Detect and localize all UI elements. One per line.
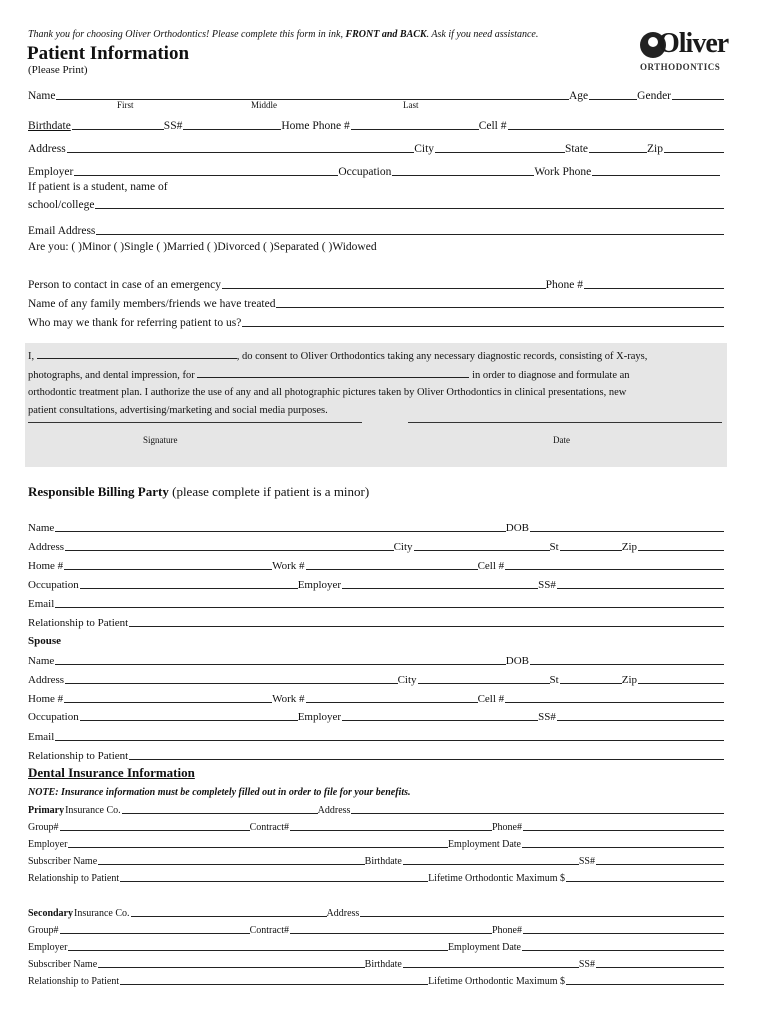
- billing-zip-field[interactable]: [638, 538, 724, 551]
- patient-work-phone-field[interactable]: [592, 163, 720, 176]
- primary-relationship-field[interactable]: [120, 869, 428, 882]
- primary-relationship-row: Relationship to Patient Lifetime Orthodontic Maximum $: [28, 870, 724, 884]
- spouse-employer-field[interactable]: [342, 708, 538, 721]
- billing-occupation-row: Occupation Employer SS#: [28, 575, 724, 591]
- secondary-relationship-row: Relationship to Patient Lifetime Orthodontic Maximum $: [28, 973, 724, 987]
- spouse-relationship-field[interactable]: [129, 747, 724, 760]
- primary-phone-field[interactable]: [523, 818, 724, 831]
- page-title: Patient Information: [27, 43, 190, 64]
- spouse-state-field[interactable]: [560, 671, 622, 684]
- spouse-heading: Spouse: [28, 635, 62, 647]
- secondary-group-field[interactable]: [60, 921, 250, 934]
- name-middle-caption: Middle: [251, 100, 277, 110]
- billing-heading: Responsible Billing Party (please complete if patient is a minor): [28, 484, 370, 499]
- patient-state-field[interactable]: [589, 140, 647, 153]
- patient-student-label: If patient is a student, name of: [28, 181, 168, 193]
- primary-subscriber-field[interactable]: [98, 852, 365, 865]
- billing-city-field[interactable]: [414, 538, 550, 551]
- secondary-relationship-field[interactable]: [120, 972, 428, 985]
- patient-employer-field[interactable]: [74, 163, 338, 176]
- spouse-cell-field[interactable]: [505, 690, 724, 703]
- family-treated-row: Name of any family members/friends we have treated: [28, 294, 724, 310]
- billing-relationship-row: Relationship to Patient: [28, 613, 724, 629]
- secondary-group-row: Group# Contract# Phone#: [28, 922, 724, 936]
- billing-address-row: Address City St Zip: [28, 537, 724, 553]
- patient-email-row: Email Address: [28, 221, 724, 237]
- spouse-phone-row: Home # Work # Cell #: [28, 689, 724, 705]
- secondary-lifetime-max-field[interactable]: [566, 972, 724, 985]
- family-treated-field[interactable]: [276, 295, 724, 308]
- secondary-employer-field[interactable]: [68, 938, 448, 951]
- referral-field[interactable]: [242, 314, 724, 327]
- secondary-address-field[interactable]: [360, 904, 724, 917]
- billing-email-row: Email: [28, 594, 724, 610]
- consent-name-field[interactable]: [37, 347, 237, 359]
- emergency-contact-row: Person to contact in case of an emergency Phone #: [28, 275, 724, 291]
- page-subtitle: (Please Print): [28, 64, 88, 76]
- primary-birthdate-field[interactable]: [403, 852, 579, 865]
- billing-ssn-field[interactable]: [557, 576, 724, 589]
- secondary-employer-row: Employer Employment Date: [28, 939, 724, 953]
- patient-birthdate-field[interactable]: [72, 117, 164, 130]
- primary-ssn-field[interactable]: [596, 852, 724, 865]
- billing-email-field[interactable]: [55, 595, 724, 608]
- billing-home-phone-field[interactable]: [64, 557, 272, 570]
- patient-ssn-field[interactable]: [183, 117, 281, 130]
- spouse-work-phone-field[interactable]: [306, 690, 478, 703]
- primary-employment-date-field[interactable]: [522, 835, 724, 848]
- primary-group-row: Group# Contract# Phone#: [28, 819, 724, 833]
- billing-cell-field[interactable]: [505, 557, 724, 570]
- spouse-relationship-row: Relationship to Patient: [28, 746, 724, 762]
- patient-name-row: Name Age Gender: [28, 86, 724, 102]
- billing-work-phone-field[interactable]: [306, 557, 478, 570]
- spouse-address-field[interactable]: [65, 671, 398, 684]
- patient-address-field[interactable]: [67, 140, 415, 153]
- date-line[interactable]: [408, 421, 722, 423]
- secondary-phone-field[interactable]: [523, 921, 724, 934]
- patient-home-phone-field[interactable]: [351, 117, 479, 130]
- spouse-email-field[interactable]: [55, 728, 724, 741]
- patient-birth-row: Birthdate SS# Home Phone # Cell #: [28, 116, 724, 132]
- patient-employer-row: Employer Occupation Work Phone: [28, 162, 724, 178]
- secondary-subscriber-field[interactable]: [98, 955, 365, 968]
- marital-status-row[interactable]: Are you: ( )Minor ( )Single ( )Married ( )Divorced ( )Separated ( )Widowed: [28, 241, 377, 253]
- billing-address-field[interactable]: [65, 538, 394, 551]
- spouse-email-row: Email: [28, 727, 724, 743]
- insurance-note: NOTE: Insurance information must be completely filled out in order to file for your benefits.: [28, 787, 411, 798]
- secondary-ssn-field[interactable]: [596, 955, 724, 968]
- patient-school-row: school/college: [28, 195, 724, 211]
- secondary-contract-field[interactable]: [290, 921, 492, 934]
- billing-phone-row: Home # Work # Cell #: [28, 556, 724, 572]
- patient-cell-field[interactable]: [508, 117, 725, 130]
- billing-relationship-field[interactable]: [129, 614, 724, 627]
- date-caption: Date: [553, 435, 570, 445]
- primary-employer-row: Employer Employment Date: [28, 836, 724, 850]
- patient-name-field[interactable]: [56, 87, 569, 100]
- consent-text: I, , do consent to Oliver Orthodontics taking any necessary diagnostic records, consisting of X-rays, photographs, and dental impression, for in order to diagnose and formulate an orthodontic treatment plan. I authorize the use of any and all photographic pictures taken by Oliver Orthodontics in clinical presentations, new patient consultations, advertising/marketing and social media purposes.: [28, 347, 724, 419]
- referral-row: Who may we thank for referring patient to us?: [28, 313, 724, 329]
- emergency-contact-field[interactable]: [222, 276, 546, 289]
- primary-employer-field[interactable]: [68, 835, 448, 848]
- spouse-name-field[interactable]: [55, 652, 506, 665]
- primary-company-field[interactable]: [122, 801, 318, 814]
- patient-email-field[interactable]: [96, 222, 724, 235]
- spouse-zip-field[interactable]: [638, 671, 724, 684]
- spouse-home-phone-field[interactable]: [64, 690, 272, 703]
- patient-gender-field[interactable]: [672, 87, 724, 100]
- spouse-occupation-row: Occupation Employer SS#: [28, 707, 724, 723]
- billing-dob-field[interactable]: [530, 519, 724, 532]
- spouse-city-field[interactable]: [418, 671, 550, 684]
- primary-company-row: Primary Insurance Co. Address: [28, 802, 724, 816]
- primary-lifetime-max-field[interactable]: [566, 869, 724, 882]
- patient-age-field[interactable]: [589, 87, 637, 100]
- spouse-occupation-field[interactable]: [80, 708, 298, 721]
- spouse-name-row: Name DOB: [28, 651, 724, 667]
- billing-occupation-field[interactable]: [80, 576, 298, 589]
- secondary-employment-date-field[interactable]: [522, 938, 724, 951]
- patient-address-row: Address City State Zip: [28, 139, 724, 155]
- spouse-ssn-field[interactable]: [557, 708, 724, 721]
- name-first-caption: First: [117, 100, 134, 110]
- patient-zip-field[interactable]: [664, 140, 724, 153]
- secondary-company-field[interactable]: [131, 904, 327, 917]
- patient-occupation-field[interactable]: [392, 163, 534, 176]
- billing-name-row: Name DOB: [28, 518, 724, 534]
- spouse-address-row: Address City St Zip: [28, 670, 724, 686]
- name-last-caption: Last: [403, 100, 419, 110]
- signature-line[interactable]: [28, 421, 362, 423]
- spouse-dob-field[interactable]: [530, 652, 724, 665]
- primary-subscriber-row: Subscriber Name Birthdate SS#: [28, 853, 724, 867]
- emergency-phone-field[interactable]: [584, 276, 724, 289]
- primary-group-field[interactable]: [60, 818, 250, 831]
- billing-name-field[interactable]: [55, 519, 506, 532]
- intro-text: Thank you for choosing Oliver Orthodontics! Please complete this form in ink, FRONT and BACK. Ask if you need assistance.: [28, 29, 539, 40]
- insurance-heading: Dental Insurance Information: [28, 765, 195, 780]
- secondary-subscriber-row: Subscriber Name Birthdate SS#: [28, 956, 724, 970]
- secondary-birthdate-field[interactable]: [403, 955, 579, 968]
- billing-state-field[interactable]: [560, 538, 622, 551]
- primary-contract-field[interactable]: [290, 818, 492, 831]
- secondary-company-row: Secondary Insurance Co. Address: [28, 905, 724, 919]
- oliver-orthodontics-logo: Oliver ORTHODONTICS: [640, 28, 729, 72]
- consent-box: [25, 343, 727, 467]
- patient-city-field[interactable]: [435, 140, 565, 153]
- primary-address-field[interactable]: [351, 801, 724, 814]
- consent-patient-field[interactable]: [197, 366, 469, 378]
- patient-school-field[interactable]: [95, 196, 724, 209]
- signature-caption: Signature: [143, 435, 178, 445]
- billing-employer-field[interactable]: [342, 576, 538, 589]
